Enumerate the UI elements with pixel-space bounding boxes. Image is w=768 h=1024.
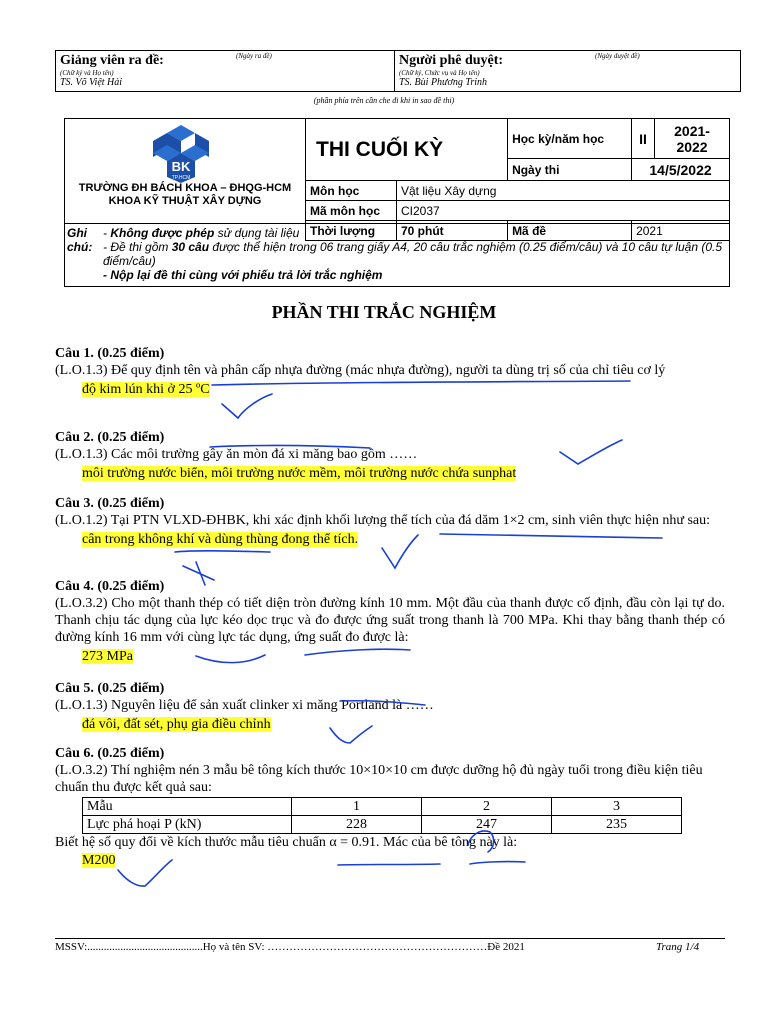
table-cell: 228 [292,816,422,834]
signoff-note: (phần phía trên cần che đi khi in sao đề thi) [313,96,455,105]
date-value: 14/5/2022 [632,159,730,181]
answer: 273 MPa [82,649,133,664]
date-label: Ngày thi [508,159,632,181]
answer: độ kim lún khi ở 25 ºC [82,382,210,397]
table-header-cell: 3 [552,798,682,816]
table-cell: 235 [552,816,682,834]
subject-label: Môn học [306,181,397,201]
question-title: Câu 2. (0.25 điểm) [55,430,165,445]
exam-notes [65,223,729,287]
footer-rule [55,938,725,939]
bk-logo-icon [150,123,212,183]
question-text: (L.O.3.2) Cho một thanh thép có tiết diện tròn đường kính 10 mm. Một đầu của thanh được cố định, đầu còn lại tự do. Thanh chịu tác dụng của lực kéo dọc trục và đo được ứng suất trong thanh là 700 MPa. Khi thay bằng thanh thép có đường kính 16 mm với cùng lực tác dụng, ứng suất đo được là: [55,596,725,645]
duration-value: 70 phút [397,221,508,241]
exam-title: THI CUỐI KỲ [306,119,508,181]
student-line: MSSV:..........................................Họ và tên SV: ……………………………………………………Đề 2021 [55,941,525,953]
university-name: TRƯỜNG ĐH BÁCH KHOA – ĐHQG-HCM [78,182,292,194]
page-number: Trang 1/4 [656,941,700,953]
approver-name: TS. Bùi Phương Trinh [399,77,488,88]
section-title: PHẦN THI TRẮC NGHIỆM [271,302,497,322]
approver-role-hint: (Chữ ký, Chức vụ và Họ tên) [399,69,480,77]
answer: cân trong không khí và dùng thùng đong thể tích. [82,532,359,547]
results-table [82,797,682,834]
author-cell [56,51,395,92]
question-text: (L.O.3.2) Thí nghiệm nén 3 mẫu bê tông kích thước 10×10×10 cm được dưỡng hộ đủ ngày tuổi trong điều kiện tiêu chuẩn thu được kết quả sau: [55,763,703,795]
underline-mark [175,551,270,552]
question-title: Câu 6. (0.25 điểm) [55,746,165,761]
exam-code-label: Mã đề [508,221,632,241]
note-3: - Nộp lại đề thi cùng với phiếu trả lời trắc nghiệm [103,268,383,282]
question-title: Câu 3. (0.25 điểm) [55,496,165,511]
answer: môi trường nước biển, môi trường nước mềm, môi trường nước chứa sunphat [82,466,517,481]
question-5 [55,680,725,733]
question-3 [55,495,725,548]
notes-label: Ghi chú: [67,226,93,254]
note-1: - Không được phép sử dụng tài liệu [103,226,300,240]
table-header-cell: 2 [422,798,552,816]
question-text: (L.O.1.3) Nguyên liệu để sản xuất clinker xi măng Portland là …… [55,698,434,713]
question-title: Câu 1. (0.25 điểm) [55,346,165,361]
table-header-cell: 1 [292,798,422,816]
table-cell: Lực phá hoại P (kN) [83,816,292,834]
logo-sub: TP.HCM [171,175,191,181]
question-title: Câu 5. (0.25 điểm) [55,681,165,696]
approver-date-hint: (Ngày duyệt đề) [595,52,640,60]
approver-label: Người phê duyệt: [399,53,504,68]
exam-header [64,118,730,287]
question-text: (L.O.1.3) Để quy định tên và phân cấp nhựa đường (mác nhựa đường), người ta dùng trị số của chỉ tiêu cơ lý [55,363,666,378]
note-2: - Đề thi gồm 30 câu được thể hiện trong 06 trang giấy A4, 20 câu trắc nghiệm (0.25 điểm/câu) và 10 câu tự luận (0.5 điểm/câu) [103,240,723,268]
question-text: (L.O.1.2) Tại PTN VLXD-ĐHBK, khi xác định khối lượng thể tích của đá dăm 1×2 cm, sinh viên thực hiện như sau: [55,513,710,528]
question-text-after: Biết hệ số quy đổi về kích thước mẫu tiêu chuẩn α = 0.91. Mác của bê tông này là: [55,835,518,850]
question-4 [55,578,725,665]
author-label: Giảng viên ra đề: [60,53,164,68]
question-6 [55,745,725,869]
question-text: (L.O.1.3) Các môi trường gây ăn mòn đá xi măng bao gồm …… [55,447,418,462]
author-name: TS. Võ Việt Hải [60,77,123,88]
logo-text: BK [171,159,191,174]
faculty-name: KHOA KỸ THUẬT XÂY DỰNG [108,195,262,207]
table-cell: 247 [422,816,552,834]
exam-code-value: 2021 [632,221,730,241]
subject-value: Vật liệu Xây dựng [397,181,730,201]
approver-cell [395,51,741,92]
code-label: Mã môn học [306,201,397,221]
question-1 [55,345,725,398]
author-role-hint: (Chữ ký và Họ tên) [60,69,114,77]
author-date-hint: (Ngày ra đề) [236,52,272,60]
signoff-table [55,50,741,92]
code-value: CI2037 [397,201,730,221]
logo-area [65,119,306,223]
table-header-cell: Mẫu [83,798,292,816]
year-value: 2021-2022 [655,119,730,159]
question-2 [55,429,725,482]
answer: M200 [82,853,116,868]
duration-label: Thời lượng [306,221,397,241]
term-value: II [632,119,655,159]
question-title: Câu 4. (0.25 điểm) [55,579,165,594]
answer: đá vôi, đất sét, phụ gia điều chỉnh [82,717,271,732]
term-label: Học kỳ/năm học [508,119,632,159]
